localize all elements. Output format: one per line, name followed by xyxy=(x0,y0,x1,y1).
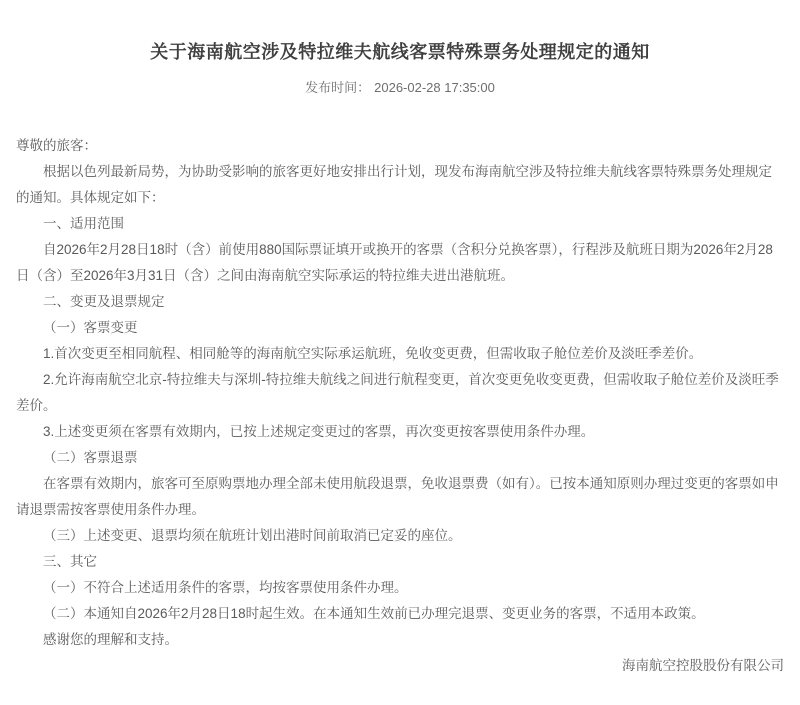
publish-time-label: 发布时间： xyxy=(305,80,371,95)
closing-thanks: 感谢您的理解和支持。 xyxy=(43,632,178,647)
refund-rule-paragraph: 在客票有效期内，旅客可至原购票地办理全部未使用航段退票，免收退票费（如有）。已按本通知原则办理过变更的客票如申请退票需按客票使用条件办理。 xyxy=(16,476,779,517)
publish-time xyxy=(16,79,784,97)
salutation: 尊敬的旅客： xyxy=(16,138,97,153)
change-rule-item-2: 2.允许海南航空北京-特拉维夫与深圳-特拉维夫航线之间进行航程变更，首次变更免收变更费，但需收取子舱位差价及淡旺季差价。 xyxy=(16,372,779,413)
change-rule-item-3: 3.上述变更须在客票有效期内，已按上述规定变更过的客票，再次变更按客票使用条件办理。 xyxy=(43,424,595,439)
notice-page xyxy=(0,40,800,705)
section-heading-change-refund: 二、变更及退票规定 xyxy=(43,294,165,309)
company-signature: 海南航空控股股份有限公司 xyxy=(622,658,784,673)
publish-time-value: 2026-02-28 17:35:00 xyxy=(374,80,495,95)
change-rule-item-1: 1.首次变更至相同航程、相同舱等的海南航空实际承运航班，免收变更费，但需收取子舱位差价及淡旺季差价。 xyxy=(43,346,703,361)
notice-body xyxy=(16,133,784,679)
scope-paragraph: 自2026年2月28日18时（含）前使用880国际票证填开或换开的客票（含积分兑换客票），行程涉及航班日期为2026年2月28日（含）至2026年3月31日（含）之间由海南航空实际承运的特拉维夫进出港航班。 xyxy=(16,242,773,283)
section-heading-scope: 一、适用范围 xyxy=(43,216,124,231)
others-rule-item-1: （一）不符合上述适用条件的客票，均按客票使用条件办理。 xyxy=(43,580,408,595)
subsection-heading-ticket-refund: （二）客票退票 xyxy=(43,450,138,465)
section-heading-others: 三、其它 xyxy=(43,554,97,569)
intro-paragraph: 根据以色列最新局势，为协助受影响的旅客更好地安排出行计划，现发布海南航空涉及特拉维夫航线客票特殊票务处理规定的通知。具体规定如下： xyxy=(16,164,772,205)
subsection-cancel-seat-rule: （三）上述变更、退票均须在航班计划出港时间前取消已定妥的座位。 xyxy=(43,528,462,543)
subsection-heading-ticket-change: （一）客票变更 xyxy=(43,320,138,335)
notice-title: 关于海南航空涉及特拉维夫航线客票特殊票务处理规定的通知 xyxy=(150,42,650,62)
others-rule-item-2: （二）本通知自2026年2月28日18时起生效。在本通知生效前已办理完退票、变更业务的客票，不适用本政策。 xyxy=(43,606,705,621)
